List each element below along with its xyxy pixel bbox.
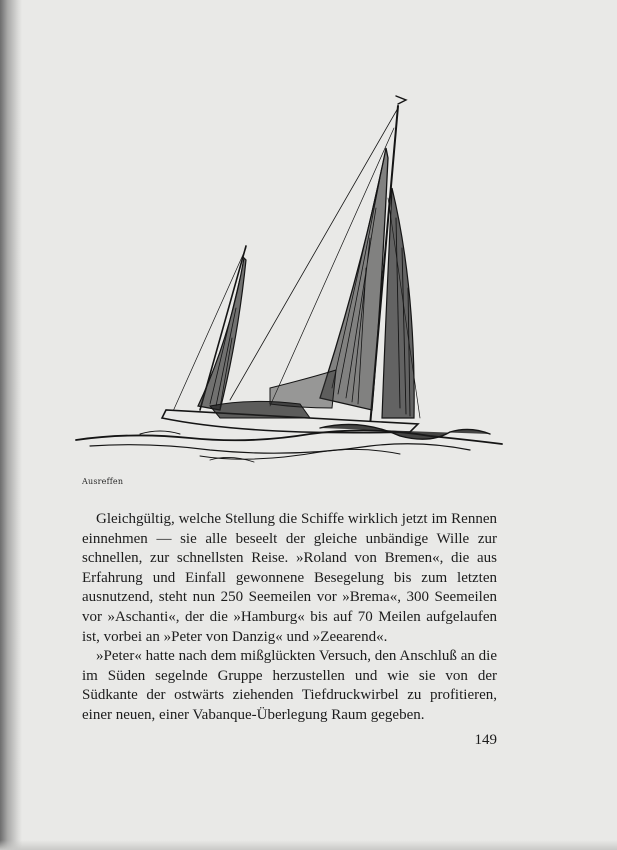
body-text (82, 510, 497, 726)
page-number: 149 (474, 732, 497, 748)
paragraph: »Peter« hatte nach dem mißglückten Versuch, den Anschluß an die im Süden segelnde Gruppe herzustellen und wie sie von der Südkante der ostwärts ziehenden Tiefdruckwirbel zu profitieren, einer neuen, einer Vabanque-Überlegung Raum gegeben. (82, 648, 497, 723)
sailboat-illustration (70, 88, 510, 468)
figure-caption: Ausreffen (82, 477, 124, 486)
book-gutter-shadow (0, 0, 22, 850)
paragraph: Gleichgültig, welche Stellung die Schiffe wirklich jetzt im Rennen einnehmen — sie alle beseelt der gleiche unbändige Wille zur schnellen, zur schnellsten Reise. »Roland von Bremen«, die aus Erfahrung und Einfall gewonnene Besegelung bis zum letzten ausnutzend, steht nun 250 Seemeilen vor »Brema«, 300 Seemeilen vor »Aschanti«, der die »Hamburg« bis auf 70 Meilen aufgelaufen ist, vorbei an »Peter von Danzig« und »Zeearend«. (82, 511, 497, 645)
page-bottom-edge (0, 840, 617, 850)
